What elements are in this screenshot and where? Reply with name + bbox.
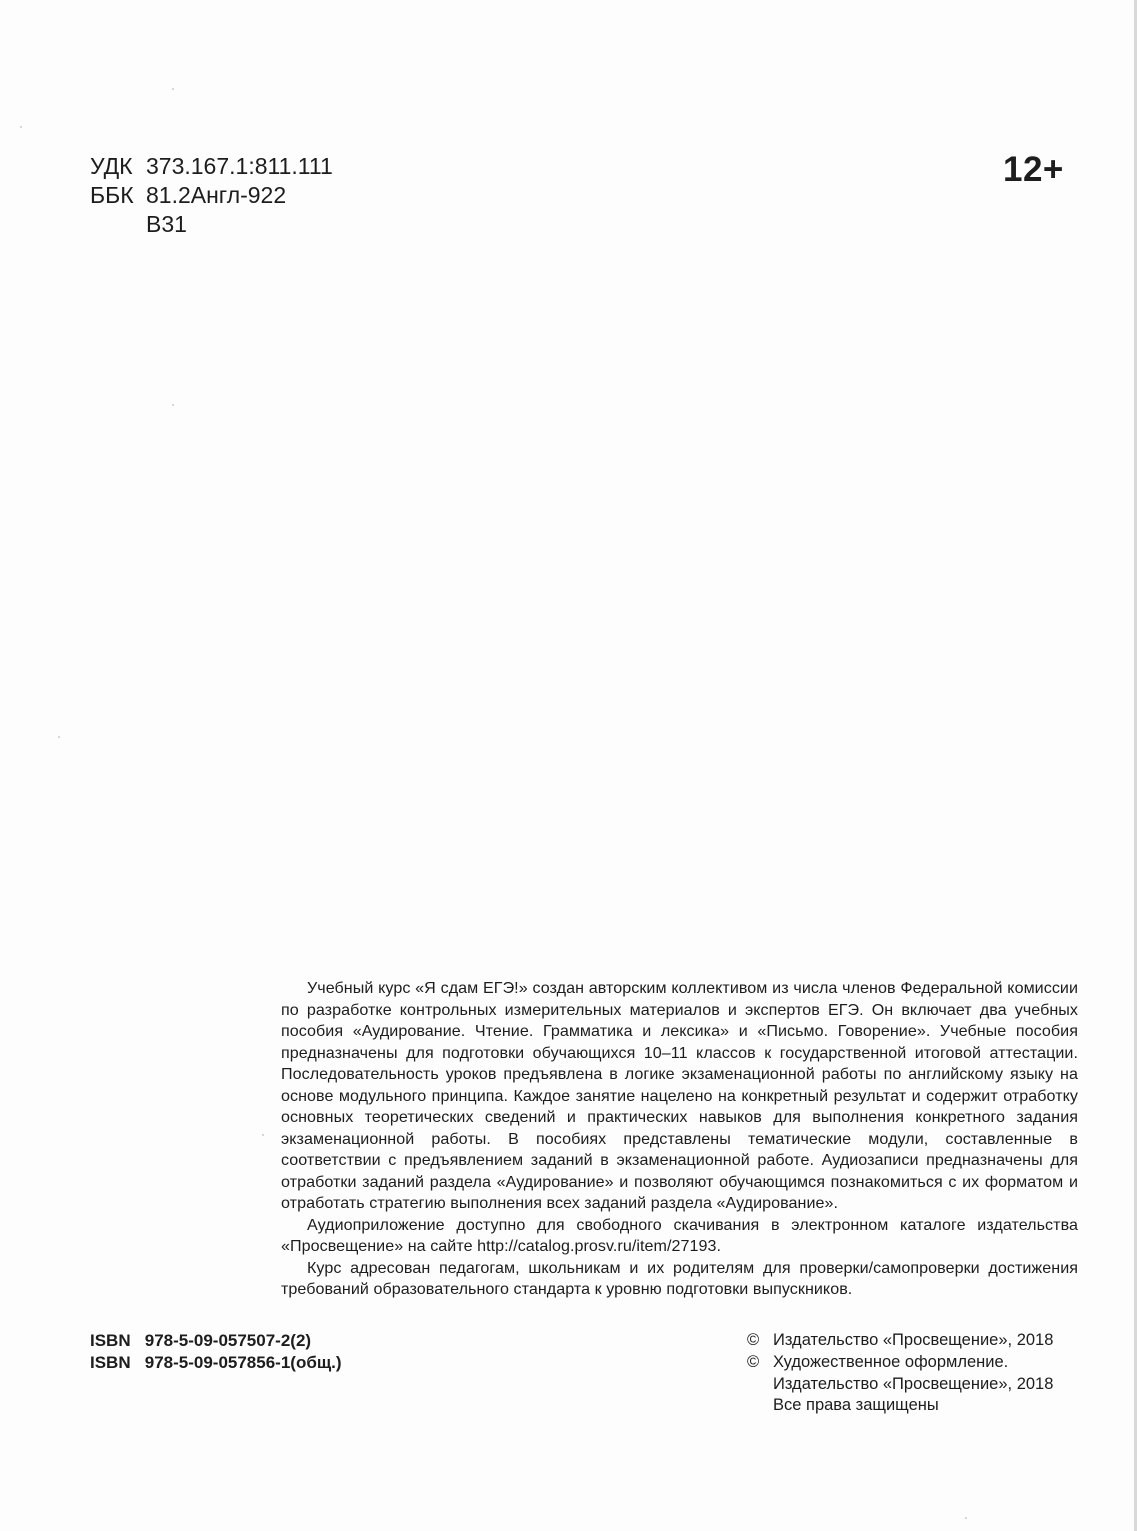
copyright-publisher: Издательство «Просвещение», 2018 [773,1331,1054,1349]
isbn-row [90,1330,342,1352]
isbn-label: ISBN [90,1353,131,1372]
bbk-value: 81.2Англ-922 [146,182,287,208]
udk-label: УДК [90,153,133,179]
author-mark: В31 [146,211,187,237]
isbn-value: 978-5-09-057856-1(общ.) [144,1353,342,1372]
age-rating: 12+ [1003,150,1064,189]
scan-speck [172,404,174,406]
isbn-block [90,1330,342,1374]
copyright-block [747,1330,1053,1417]
copyright-icon: © [747,1352,760,1371]
copyright-design: Художественное оформление. [773,1352,1009,1371]
scan-speck [262,1134,264,1136]
isbn-row [90,1352,342,1374]
author-mark-row [90,210,333,239]
library-classification [90,152,333,239]
bbk-label: ББК [90,182,134,208]
bbk-row [90,181,333,210]
annotation-text [281,978,1078,1301]
udk-value: 373.167.1:811.111 [146,153,333,179]
annotation-paragraph: Учебный курс «Я сдам ЕГЭ!» создан авторским коллективом из числа членов Федеральной комиссии по разработке контрольных измерительных материалов и экспертов ЕГЭ. Он включает два учебных пособия «Аудирование. Чтение. Грамматика и лексика» и «Письмо. Говорение». Учебные пособия предназначены для подготовки обучающихся 10–11 классов к государственной итоговой аттестации. Последовательность уроков предъявлена в логике экзаменационной работы по английскому языку на основе модульного принципа. Каждое занятие нацелено на конкретный результат и содержит отработку основных теоретических сведений и практических навыков для выполнения конкретного задания экзаменационной работы. В пособиях представлены тематические модули, составленные в соответствии с предъявлением заданий в экзаменационной работе. Аудиозаписи предназначены для отработки заданий раздела «Аудирование» и позволяют обучающимся познакомиться с их форматом и отработать стратегию выполнения всех заданий раздела «Аудирование». [281,979,1078,1212]
scan-speck [20,126,22,128]
udk-row [90,152,333,181]
copyright-row [747,1352,1053,1374]
copyright-icon: © [747,1331,760,1349]
copyright-row [747,1374,1053,1396]
scan-speck [172,88,174,90]
isbn-value: 978-5-09-057507-2(2) [144,1331,312,1350]
scan-speck [965,1517,967,1519]
rights-reserved: Все права защищены [773,1396,939,1415]
annotation-paragraph: Курс адресован педагогам, школьникам и их родителям для проверки/самопроверки достижения требований образовательного стандарта к уровню подготовки выпускников. [281,1258,1078,1298]
isbn-label: ISBN [90,1331,131,1350]
copyright-row [747,1330,1053,1352]
annotation-paragraph: Аудиоприложение доступно для свободного скачивания в электронном каталоге издательства «Просвещение» на сайте http://catalog.prosv.ru/item/27193. [281,1215,1078,1255]
scan-speck [58,736,60,738]
copyright-design-publisher: Издательство «Просвещение», 2018 [773,1374,1054,1393]
copyright-row [747,1395,1053,1417]
